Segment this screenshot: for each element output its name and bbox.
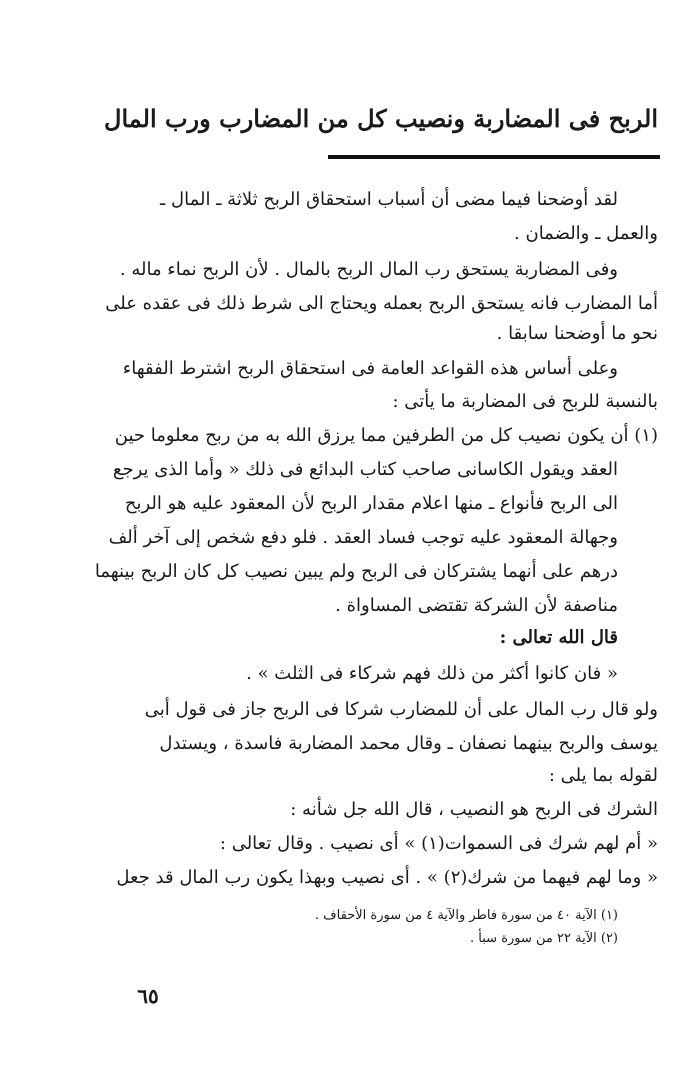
body-line: نحو ما أوضحنا سابقا . [496, 323, 658, 344]
body-line: « أم لهم شرك فى السموات(١) » أى نصيب . وقال تعالى : [219, 833, 658, 854]
body-line: الشرك فى الربح هو النصيب ، قال الله جل شأنه : [290, 799, 658, 820]
section-title: الربح فى المضاربة ونصيب كل من المضارب ورب المال [104, 104, 658, 133]
body-line: العقد ويقول الكاسانى صاحب كتاب البدائع فى ذلك « وأما الذى يرجع [112, 459, 618, 480]
body-line: وفى المضاربة يستحق رب المال الربح بالمال . لأن الربح نماء ماله . [119, 259, 618, 280]
body-line: الى الربح فأنواع ـ منها اعلام مقدار الربح لأن المعقود عليه هو الربح [124, 493, 618, 514]
body-line: « فان كانوا أكثر من ذلك فهم شركاء فى الثلث » . [246, 663, 618, 684]
body-line: وجهالة المعقود عليه توجب فساد العقد . فلو دفع شخص إلى آخر ألف [108, 527, 618, 548]
body-line: لقوله بما يلى : [548, 765, 658, 786]
body-line: وعلى أساس هذه القواعد العامة فى استحقاق الربح اشترط الفقهاء [122, 358, 618, 379]
footnote: (٢) الآية ٢٢ من سورة سبأ . [470, 931, 618, 946]
title-underline [328, 155, 660, 159]
body-line: بالنسبة للربح فى المضاربة ما يأتى : [392, 391, 658, 412]
body-line: (١) أن يكون نصيب كل من الطرفين مما يرزق الله به من ربح معلوما حين [114, 425, 658, 446]
body-line: درهم على أنهما يشتركان فى الربح ولم يبين نصيب كل كان الربح بينهما [94, 561, 618, 582]
body-line: مناصفة لأن الشركة تقتضى المساواة . [335, 595, 618, 616]
page-number: ٦٥ [137, 984, 159, 1008]
body-line: لقد أوضحنا فيما مضى أن أسباب استحقاق الربح ثلاثة ـ المال ـ [160, 189, 618, 210]
body-line: والعمل ـ والضمان . [514, 223, 658, 244]
footnote: (١) الآية ٤٠ من سورة فاطر والآية ٤ من سورة الأحقاف . [314, 908, 618, 923]
body-line: يوسف والربح بينهما نصفان ـ وقال محمد المضاربة فاسدة ، ويستدل [159, 733, 658, 754]
body-line: ولو قال رب المال على أن للمضارب شركا فى الربح جاز فى قول أبى [144, 699, 658, 720]
body-line: قال الله تعالى : [499, 627, 618, 648]
body-line: « وما لهم فيهما من شرك(٢) » . أى نصيب وبهذا يكون رب المال قد جعل [116, 867, 658, 888]
body-line: أما المضارب فانه يستحق الربح بعمله ويحتاج الى شرط ذلك فى عقده على [105, 293, 658, 314]
